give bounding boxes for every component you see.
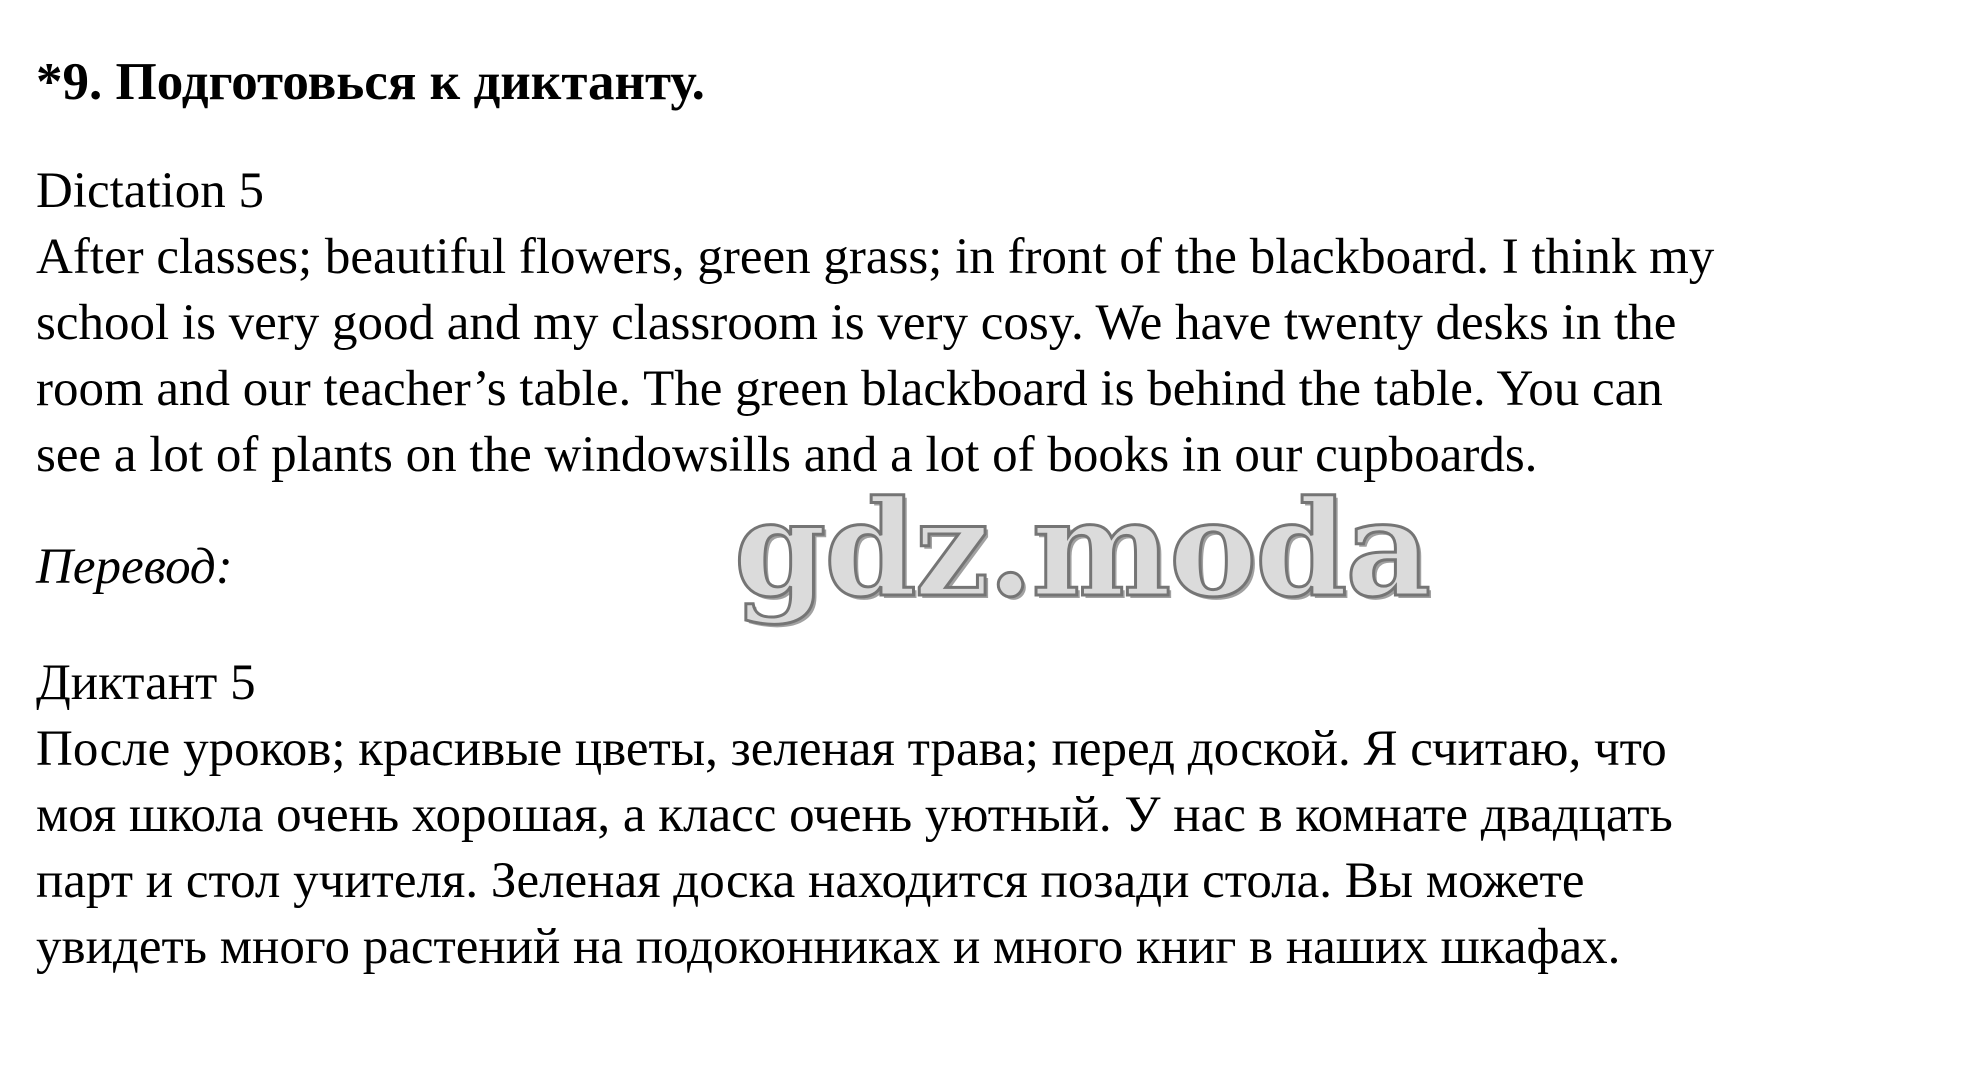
english-heading: Dictation 5	[36, 163, 265, 219]
english-text	[36, 224, 1956, 488]
english-line: school is very good and my classroom is very cosy. We have twenty desks in the	[36, 295, 1677, 351]
russian-heading: Диктант 5	[36, 655, 256, 711]
task-title: *9. Подготовься к диктанту.	[36, 53, 705, 111]
russian-text	[36, 716, 1956, 980]
english-line: room and our teacher’s table. The green blackboard is behind the table. You can	[36, 361, 1663, 417]
russian-line: парт и стол учителя. Зеленая доска находится позади стола. Вы можете	[36, 853, 1585, 909]
russian-line: моя школа очень хорошая, а класс очень уютный. У нас в комнате двадцать	[36, 787, 1673, 843]
english-line: see a lot of plants on the windowsills and a lot of books in our cupboards.	[36, 427, 1538, 483]
document-page	[36, 46, 1956, 980]
russian-line: После уроков; красивые цветы, зеленая трава; перед доской. Я считаю, что	[36, 721, 1667, 777]
russian-line: увидеть много растений на подоконниках и много книг в наших шкафах.	[36, 919, 1621, 975]
english-line: After classes; beautiful flowers, green grass; in front of the blackboard. I think my	[36, 229, 1715, 285]
translation-label: Перевод:	[36, 539, 233, 595]
watermark-logo: gdz.moda	[734, 472, 1430, 627]
